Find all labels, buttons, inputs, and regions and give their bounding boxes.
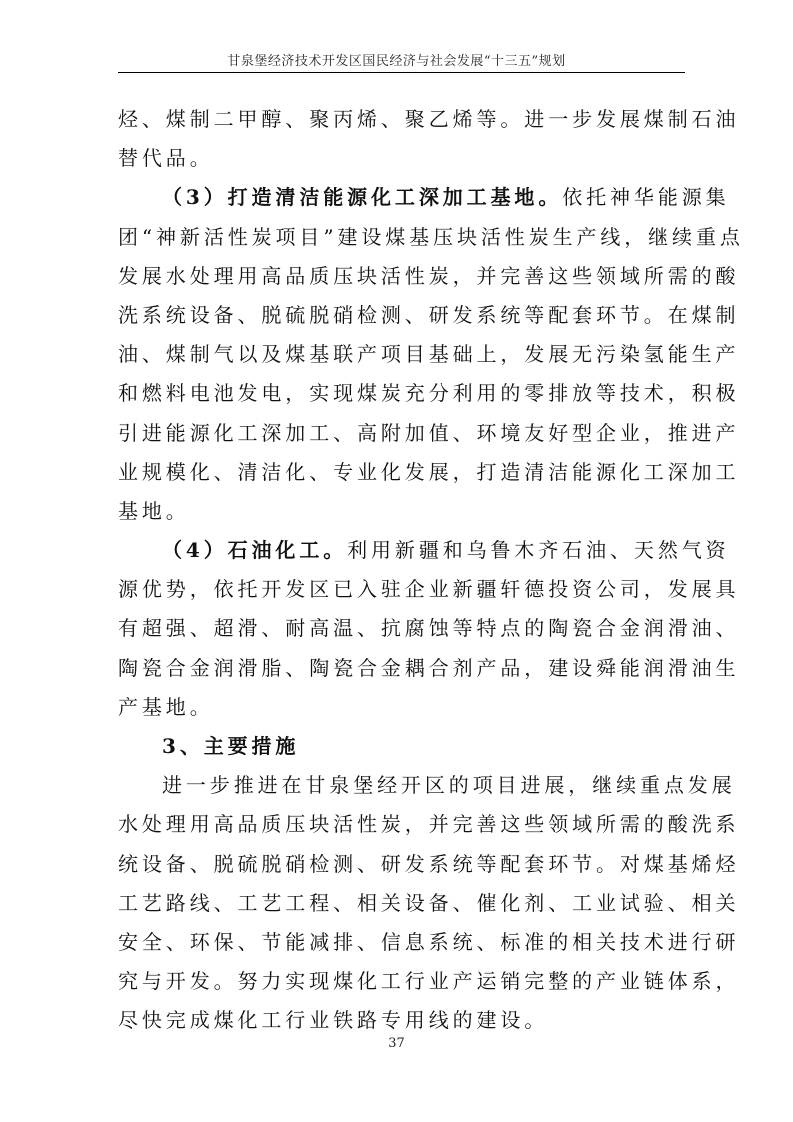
paragraph-line: 烃、煤制二甲醇、聚丙烯、聚乙烯等。进一步发展煤制石油	[118, 107, 740, 131]
paragraph-line: 安全、环保、节能减排、信息系统、标准的相关技术进行研	[118, 929, 740, 954]
paragraph-text: 依托神华能源集	[562, 185, 730, 210]
paragraph-line: 基地。	[118, 498, 190, 523]
paragraph-line: 水处理用高品质压块活性炭，并完善这些领域所需的酸洗系	[118, 812, 740, 837]
subsection-heading: （3）打造清洁能源化工深加工基地。	[162, 185, 563, 210]
paragraph-line: 洗系统设备、脱硫脱硝检测、研发系统等配套环节。在煤制	[118, 302, 740, 327]
document-body	[118, 100, 744, 1041]
paragraph-line	[118, 178, 730, 217]
paragraph-line: 究与开发。努力实现煤化工行业产运销完整的产业链体系，	[118, 969, 740, 994]
paragraph-line: 陶瓷合金润滑脂、陶瓷合金耦合剂产品，建设舜能润滑油生	[118, 655, 740, 680]
paragraph-line: 有超强、超滑、耐高温、抗腐蚀等特点的陶瓷合金润滑油、	[118, 616, 740, 641]
paragraph-line: 源优势，依托开发区已入驻企业新疆轩德投资公司，发展具	[118, 577, 740, 602]
page-number: 37	[388, 1036, 405, 1051]
paragraph-line: 引进能源化工深加工、高附加值、环境友好型企业，推进产	[118, 420, 740, 445]
paragraph-text: 利用新疆和乌鲁木齐石油、天然气资	[347, 538, 730, 563]
paragraph-line: 油、煤制气以及煤基联产项目基础上，发展无污染氢能生产	[118, 342, 740, 367]
paragraph-line: 和燃料电池发电，实现煤炭充分利用的零排放等技术，积极	[118, 381, 740, 406]
paragraph-line: 替代品。	[118, 146, 214, 171]
paragraph-line	[118, 531, 730, 570]
paragraph-line: 进一步推进在甘泉堡经开区的项目进展，继续重点发展	[162, 773, 736, 798]
paragraph-line: 产基地。	[118, 694, 214, 719]
paragraph-line: 业规模化、清洁化、专业化发展，打造清洁能源化工深加工	[118, 459, 740, 484]
paragraph-line: 统设备、脱硫脱硝检测、研发系统等配套环节。对煤基烯烃	[118, 851, 740, 876]
paragraph-line: 工艺路线、工艺工程、相关设备、催化剂、工业试验、相关	[118, 890, 740, 915]
subsection-heading: （4）石油化工。	[162, 538, 348, 563]
paragraph-line: 发展水处理用高品质压块活性炭，并完善这些领域所需的酸	[118, 263, 740, 288]
page-header: 甘泉堡经济技术开发区国民经济与社会发展“十三五”规划	[227, 54, 566, 69]
section-heading: 3、主要措施	[162, 734, 300, 758]
header-divider	[118, 72, 685, 73]
paragraph-line: 尽快完成煤化工行业铁路专用线的建设。	[118, 1008, 549, 1033]
paragraph-line: 团“神新活性炭项目”建设煤基压块活性炭生产线，继续重点	[118, 224, 744, 249]
